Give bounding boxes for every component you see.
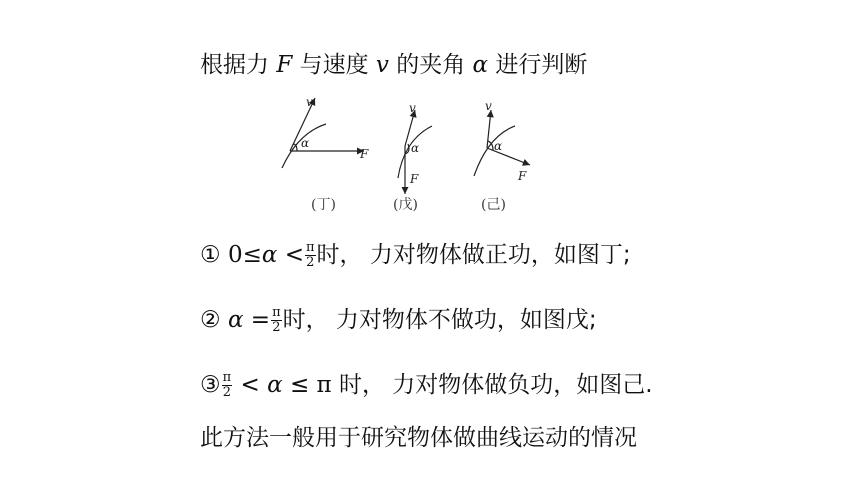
- case-cond-left: 0≤: [227, 242, 262, 268]
- heading-part1: 根据力: [200, 52, 269, 78]
- alpha-symbol: α: [261, 242, 278, 268]
- caption-ji: (己): [481, 197, 506, 213]
- heading-part2: 与速度: [299, 52, 369, 78]
- case-3: [200, 370, 653, 400]
- alpha-symbol: α: [267, 372, 283, 398]
- diagram-ding: [282, 98, 364, 168]
- pi-over-2-fraction: $\frac{\pi}{2}$: [305, 240, 315, 270]
- label-v: v: [485, 99, 492, 113]
- label-v: v: [306, 95, 313, 109]
- case-text: 时， 力对物体做负功，如图己.: [338, 372, 653, 398]
- caption-ding: (丁): [311, 197, 336, 213]
- heading: [200, 50, 587, 80]
- angle-symbol: α: [472, 52, 489, 78]
- label-alpha: α: [494, 139, 503, 153]
- case-1: [200, 240, 631, 270]
- pi-over-2-fraction: $\frac{\pi}{2}$: [222, 370, 232, 400]
- pi-over-2-fraction: $\frac{\pi}{2}$: [272, 305, 281, 335]
- label-v: v: [409, 101, 416, 115]
- case-op: <: [284, 242, 304, 268]
- case-op2: ≤: [289, 372, 310, 398]
- force-velocity-diagrams: [270, 88, 570, 198]
- label-F: F: [360, 147, 369, 161]
- alpha-symbol: α: [227, 307, 244, 333]
- case-op: <: [240, 372, 260, 398]
- case-text: 时， 力对物体不做功，如图戊;: [282, 307, 597, 333]
- case-marker: ①: [200, 242, 221, 268]
- case-op: =: [250, 307, 271, 333]
- heading-part4: 进行判断: [495, 52, 588, 78]
- label-alpha: α: [301, 136, 310, 150]
- pi-symbol: π: [316, 372, 332, 398]
- label-F: F: [410, 172, 419, 186]
- label-F: F: [518, 169, 527, 183]
- force-symbol: F: [276, 52, 293, 78]
- case-marker: ②: [200, 307, 221, 333]
- heading-part3: 的夹角: [396, 52, 466, 78]
- conclusion: 此方法一般用于研究物体做曲线运动的情况: [200, 425, 637, 451]
- caption-wu: (戊): [393, 197, 418, 213]
- case-2: [200, 305, 597, 335]
- velocity-symbol: v: [375, 52, 389, 78]
- label-alpha: α: [411, 141, 420, 155]
- case-text: 时， 力对物体做正功，如图丁;: [316, 242, 631, 268]
- case-marker: ③: [200, 372, 221, 398]
